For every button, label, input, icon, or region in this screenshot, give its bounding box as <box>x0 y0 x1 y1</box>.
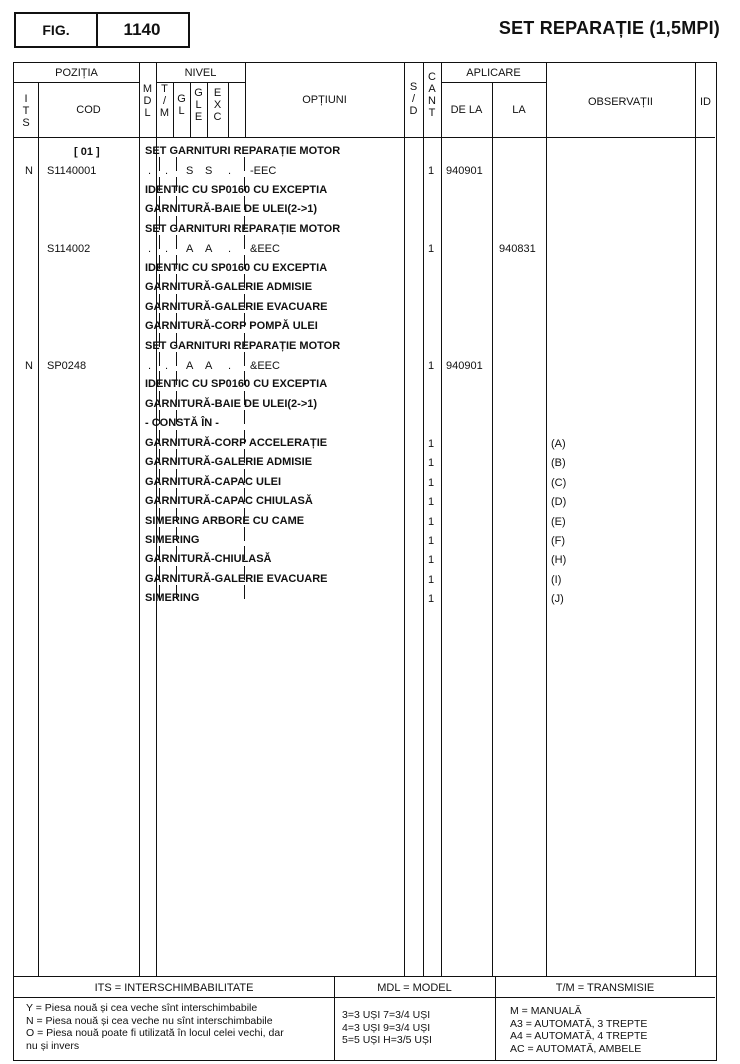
row-tick <box>244 313 245 327</box>
legend-tm-title: T/M = TRANSMISIE <box>555 982 655 994</box>
cell-cant: 1 <box>428 477 435 489</box>
part-description: GARNITURĂ-GALERIE ADMISIE <box>145 281 313 293</box>
cell-cant: 1 <box>428 457 435 469</box>
row-tick <box>159 546 160 560</box>
row-tick <box>159 313 160 327</box>
cell-cod: SP0248 <box>47 360 87 372</box>
row-tick <box>244 274 245 288</box>
cell-gl: A <box>205 360 213 372</box>
row-tick <box>244 527 245 541</box>
cell-g: A <box>186 243 194 255</box>
row-tick <box>159 449 160 463</box>
row-tick <box>176 294 177 308</box>
row-tick <box>159 391 160 405</box>
col-its: I T S <box>22 93 30 129</box>
row-tick <box>159 371 160 385</box>
cell-cod: [ 01 ] <box>74 146 100 158</box>
col-gle: G L E <box>194 87 203 123</box>
part-description: SIMERING ARBORE CU CAME <box>145 515 305 527</box>
cell-cant: 1 <box>428 516 435 528</box>
col-observatii: OBSERVAȚII <box>587 96 653 108</box>
cell-opt: -EEC <box>250 165 277 177</box>
row-tick <box>159 235 160 249</box>
legend-its-lines: Y = Piesa nouă și cea veche sînt interschimbabile N = Piesa nouă și cea veche nu sînt interschimbabile O = Piesa nouă poate fi utilizată în locul celei vechi, dar nu și invers <box>26 1002 284 1052</box>
cell-cant: 1 <box>428 593 435 605</box>
col-optiuni: OPȚIUNI <box>302 94 347 106</box>
row-tick <box>244 352 245 366</box>
row-tick <box>176 430 177 444</box>
col-nivel: NIVEL <box>184 67 217 79</box>
row-tick <box>176 508 177 522</box>
row-tick <box>159 527 160 541</box>
row-tick <box>244 488 245 502</box>
row-tick <box>176 585 177 599</box>
row-tick <box>176 235 177 249</box>
row-tick <box>159 352 160 366</box>
row-tick <box>176 216 177 230</box>
row-tick <box>244 235 245 249</box>
row-tick <box>159 508 160 522</box>
part-description: GARNITURĂ-GALERIE EVACUARE <box>145 573 328 585</box>
legend <box>13 977 717 1061</box>
cell-opt: &EEC <box>250 243 280 255</box>
part-description: GARNITURĂ-BAIE DE ULEI(2->1) <box>145 203 318 215</box>
row-tick <box>244 177 245 191</box>
row-tick <box>176 527 177 541</box>
cell-cant: 1 <box>428 535 435 547</box>
cell-m: . <box>148 360 152 372</box>
row-tick <box>176 157 177 171</box>
cell-its: N <box>25 165 33 177</box>
cell-obs: (F) <box>551 535 566 547</box>
cell-cant: 1 <box>428 360 435 372</box>
row-tick <box>244 469 245 483</box>
cell-la: 940831 <box>499 243 536 255</box>
cell-its: N <box>25 360 33 372</box>
col-pozitia: POZIȚIA <box>55 67 98 79</box>
cell-cant: 1 <box>428 554 435 566</box>
cell-cod: S1140001 <box>47 165 97 177</box>
row-tick <box>176 410 177 424</box>
row-tick <box>244 391 245 405</box>
row-tick <box>244 430 245 444</box>
row-tick <box>176 313 177 327</box>
cell-cant: 1 <box>428 496 435 508</box>
row-tick <box>159 585 160 599</box>
part-description: SET GARNITURI REPARAȚIE MOTOR <box>145 340 341 352</box>
cell-opt: &EEC <box>250 360 280 372</box>
part-description: IDENTIC CU SP0160 CU EXCEPTIA <box>145 184 328 196</box>
cell-m: . <box>148 165 152 177</box>
part-description: GARNITURĂ-GALERIE ADMISIE <box>145 456 313 468</box>
col-sd: S / D <box>409 81 418 117</box>
col-id: ID <box>700 96 711 108</box>
row-tick <box>244 371 245 385</box>
cell-d: . <box>165 243 169 255</box>
part-description: IDENTIC CU SP0160 CU EXCEPTIA <box>145 262 328 274</box>
cell-obs: (D) <box>551 496 567 508</box>
cell-cant: 1 <box>428 165 435 177</box>
row-tick <box>159 157 160 171</box>
cell-de-la: 940901 <box>446 360 483 372</box>
row-tick <box>159 488 160 502</box>
legend-tm-lines: M = MANUALĂ A3 = AUTOMATĂ, 3 TREPTE A4 = AUTOMATĂ, 4 TREPTE AC = AUTOMATĂ, AMBELE <box>510 1005 648 1055</box>
col-cant: C A N T <box>428 71 436 119</box>
row-tick <box>176 196 177 210</box>
row-tick <box>159 566 160 580</box>
part-description: GARNITURĂ-BAIE DE ULEI(2->1) <box>145 398 318 410</box>
cell-cant: 1 <box>428 243 435 255</box>
part-description: SIMERING <box>145 534 200 546</box>
row-tick <box>176 177 177 191</box>
figure-label: FIG. <box>16 14 98 46</box>
parts-table <box>13 62 717 977</box>
cell-obs: (E) <box>551 516 566 528</box>
row-tick <box>159 255 160 269</box>
cell-d: . <box>165 360 169 372</box>
part-description: SIMERING <box>145 592 200 604</box>
row-tick <box>176 546 177 560</box>
row-tick <box>176 469 177 483</box>
part-description: GARNITURĂ-CORP ACCELERAȚIE <box>145 437 328 449</box>
row-tick <box>244 333 245 347</box>
row-tick <box>244 294 245 308</box>
document-title: SET REPARAȚIE (1,5MPI) <box>498 18 720 38</box>
row-tick <box>176 391 177 405</box>
cell-m: . <box>148 243 152 255</box>
cell-g: A <box>186 360 194 372</box>
cell-obs: (I) <box>551 574 562 586</box>
row-tick <box>244 546 245 560</box>
row-tick <box>244 196 245 210</box>
cell-e: . <box>228 243 232 255</box>
cell-e: . <box>228 165 232 177</box>
col-mdl: M D L <box>142 83 153 119</box>
cell-cod: S114002 <box>47 243 91 255</box>
row-tick <box>159 410 160 424</box>
row-tick <box>176 333 177 347</box>
legend-mdl-title: MDL = MODEL <box>377 982 452 994</box>
row-tick <box>176 352 177 366</box>
col-gl: G L <box>177 93 186 117</box>
row-tick <box>244 566 245 580</box>
cell-cant: 1 <box>428 438 435 450</box>
part-description: GARNITURĂ-CAPAC ULEI <box>145 476 282 488</box>
part-description: GARNITURĂ-GALERIE EVACUARE <box>145 301 328 313</box>
part-description: SET GARNITURI REPARAȚIE MOTOR <box>145 223 341 235</box>
row-tick <box>244 255 245 269</box>
row-tick <box>159 294 160 308</box>
row-tick <box>176 274 177 288</box>
cell-obs: (J) <box>551 593 564 605</box>
cell-g: S <box>186 165 194 177</box>
col-la: LA <box>512 104 526 116</box>
row-tick <box>159 177 160 191</box>
row-tick <box>176 371 177 385</box>
row-tick <box>159 469 160 483</box>
row-tick <box>159 196 160 210</box>
col-cod: COD <box>76 104 101 116</box>
row-tick <box>159 274 160 288</box>
part-description: IDENTIC CU SP0160 CU EXCEPTIA <box>145 378 328 390</box>
cell-obs: (C) <box>551 477 567 489</box>
row-tick <box>159 430 160 444</box>
col-aplicare: APLICARE <box>466 67 521 79</box>
part-description: GARNITURĂ-CORP POMPĂ ULEI <box>145 320 318 332</box>
row-tick <box>176 566 177 580</box>
row-tick <box>176 255 177 269</box>
cell-e: . <box>228 360 232 372</box>
row-tick <box>159 216 160 230</box>
row-tick <box>244 449 245 463</box>
cell-gl: A <box>205 243 213 255</box>
legend-its-title: ITS = INTERSCHIMBABILITATE <box>94 982 254 994</box>
cell-d: . <box>165 165 169 177</box>
cell-de-la: 940901 <box>446 165 483 177</box>
col-tm: T / M <box>159 83 170 119</box>
cell-obs: (H) <box>551 554 567 566</box>
cell-cant: 1 <box>428 574 435 586</box>
figure-box <box>14 12 190 48</box>
legend-mdl-lines: 3=3 UȘI 7=3/4 UȘI 4=3 UȘI 9=3/4 UȘI 5=5 UȘI H=3/5 UȘI <box>342 1009 432 1046</box>
part-description: GARNITURĂ-CHIULASĂ <box>145 553 272 565</box>
row-tick <box>244 157 245 171</box>
part-description: - CONSTĂ ÎN - <box>145 417 219 429</box>
col-de-la: DE LA <box>450 104 483 116</box>
cell-obs: (B) <box>551 457 566 469</box>
part-description: GARNITURĂ-CAPAC CHIULASĂ <box>145 495 313 507</box>
figure-number: 1140 <box>123 20 161 39</box>
row-tick <box>176 449 177 463</box>
col-exc: E X C <box>213 87 222 123</box>
row-tick <box>244 508 245 522</box>
row-tick <box>244 410 245 424</box>
cell-obs: (A) <box>551 438 566 450</box>
row-tick <box>244 585 245 599</box>
row-tick <box>176 488 177 502</box>
part-description: SET GARNITURI REPARAȚIE MOTOR <box>145 145 341 157</box>
row-tick <box>244 216 245 230</box>
row-tick <box>159 333 160 347</box>
cell-gl: S <box>205 165 213 177</box>
